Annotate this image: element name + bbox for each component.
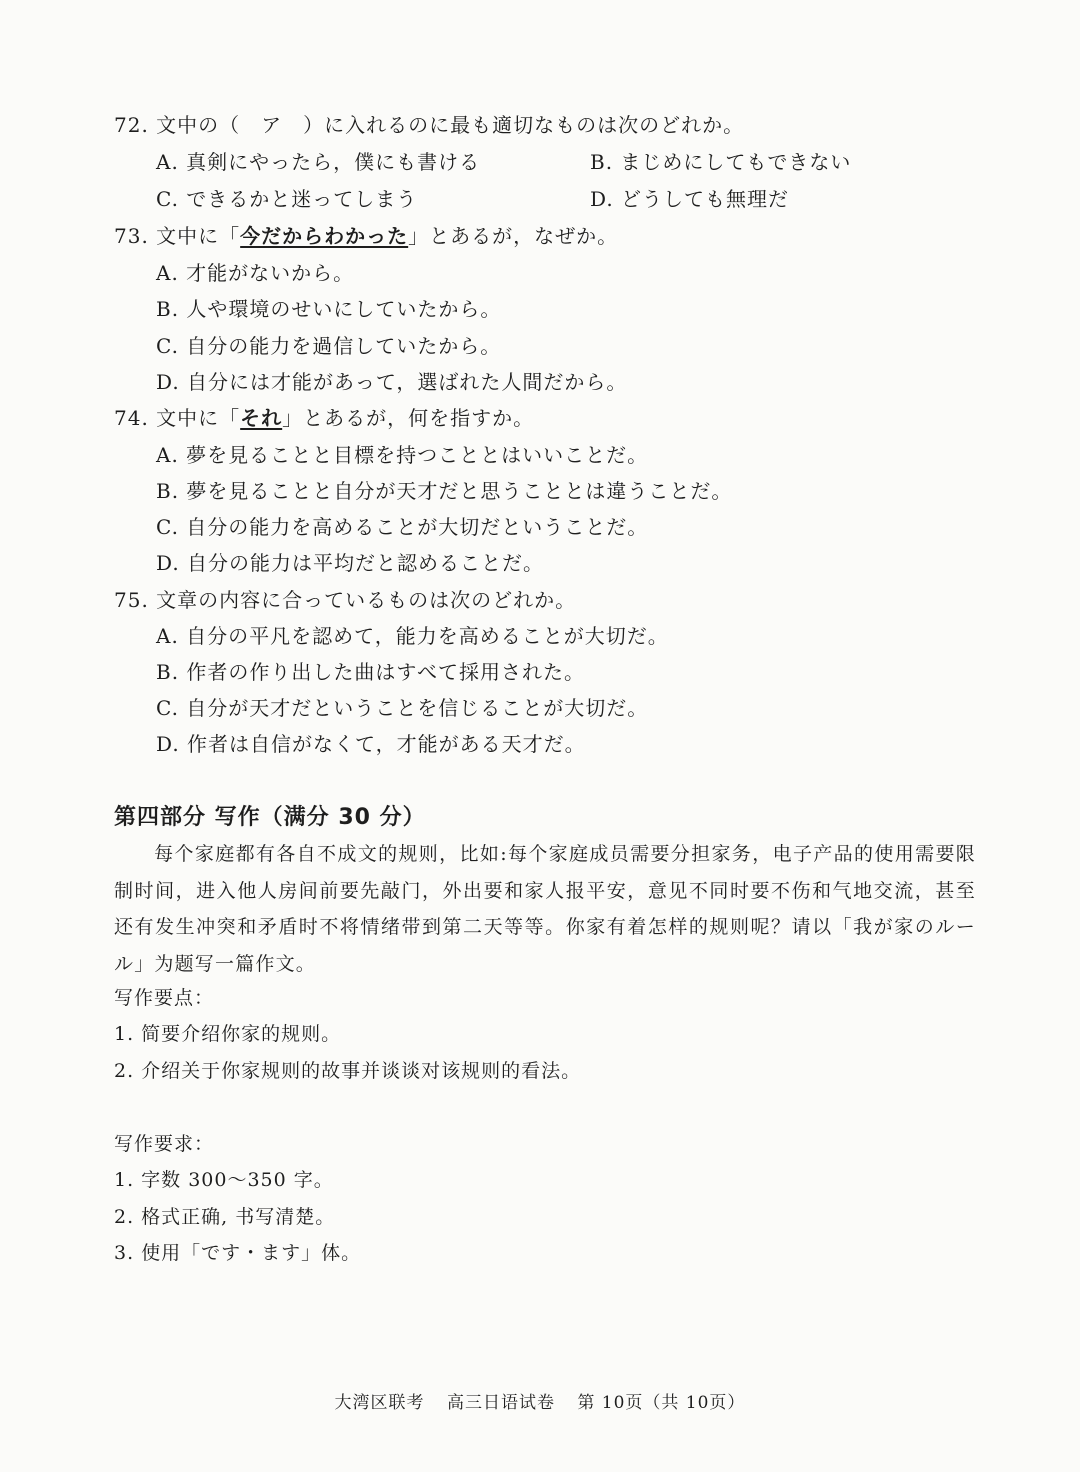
question-text-post: 」とあるが，なぜか。 bbox=[408, 224, 619, 248]
option-73-a: A. 才能がないから。 bbox=[156, 261, 355, 285]
option-72-b: B. まじめにしてもできない bbox=[590, 150, 852, 174]
footer-exam: 大湾区联考 bbox=[334, 1393, 425, 1413]
writing-point-1: 1. 简要介绍你家的规则。 bbox=[114, 1023, 342, 1045]
page-footer bbox=[0, 1388, 1080, 1413]
option-75-d: D. 作者は自信がなくて，才能がある天才だ。 bbox=[156, 732, 586, 756]
option-74-b: B. 夢を見ることと自分が天才だと思うこととは違うことだ。 bbox=[156, 479, 733, 503]
question-text-pre: 文中に「 bbox=[156, 406, 241, 430]
option-74-a: A. 夢を見ることと目標を持つこととはいいことだ。 bbox=[156, 443, 649, 467]
writing-prompt-text: 每个家庭都有各自不成文的规则，比如:每个家庭成员需要分担家务，电子产品的使用需要限制时间，进入他人房间前要先敲门，外出要和家人报平安，意见不同时要不伤和气地交流，甚至还有发生冲突和矛盾时不将情绪带到第二天等等。你家有着怎样的规则呢？请以「我が家のルール」为题写一篇作文。 bbox=[114, 843, 976, 975]
underlined-phrase: 今だからわかった bbox=[240, 224, 409, 248]
option-75-c: C. 自分が天才だということを信じることが大切だ。 bbox=[156, 696, 649, 720]
option-72-d: D. どうしても無理だ bbox=[590, 187, 790, 211]
question-text-pre: 文中に「 bbox=[156, 224, 241, 248]
question-number: 72. bbox=[114, 113, 149, 137]
question-74-stem bbox=[114, 405, 534, 431]
option-75-a: A. 自分の平凡を認めて，能力を高めることが大切だ。 bbox=[156, 624, 669, 648]
underlined-phrase: それ bbox=[240, 406, 283, 430]
option-73-b: B. 人や環境のせいにしていたから。 bbox=[156, 297, 502, 321]
question-75-stem bbox=[114, 587, 576, 613]
question-73-stem bbox=[114, 223, 618, 249]
writing-prompt bbox=[114, 836, 976, 982]
section-heading: 第四部分 写作（满分 30 分） bbox=[114, 805, 426, 830]
writing-requirement-1: 1. 字数 300～350 字。 bbox=[114, 1169, 334, 1191]
writing-requirements-title: 写作要求： bbox=[114, 1133, 215, 1155]
option-75-b: B. 作者の作り出した曲はすべて採用された。 bbox=[156, 660, 586, 684]
option-73-d: D. 自分には才能があって，選ばれた人間だから。 bbox=[156, 370, 628, 394]
question-number: 73. bbox=[114, 224, 149, 248]
footer-page-number: 第 10页（共 10页） bbox=[577, 1393, 746, 1413]
question-72-stem bbox=[114, 112, 744, 138]
writing-point-2: 2. 介绍关于你家规则的故事并谈谈对该规则的看法。 bbox=[114, 1060, 582, 1082]
question-number: 74. bbox=[114, 406, 149, 430]
question-text-post: 」とあるが，何を指すか。 bbox=[282, 406, 535, 430]
footer-subject: 高三日语试卷 bbox=[446, 1393, 555, 1413]
option-74-d: D. 自分の能力は平均だと認めることだ。 bbox=[156, 551, 545, 575]
option-72-c: C. できるかと迷ってしまう bbox=[156, 187, 418, 211]
writing-requirement-2: 2. 格式正确, 书写清楚。 bbox=[114, 1206, 336, 1228]
option-74-c: C. 自分の能力を高めることが大切だということだ。 bbox=[156, 515, 649, 539]
writing-requirement-3: 3. 使用「です・ます」体。 bbox=[114, 1242, 362, 1264]
option-72-a: A. 真剣にやったら，僕にも書ける bbox=[156, 150, 481, 174]
question-text: 文中の（ ア ）に入れるのに最も適切なものは次のどれか。 bbox=[156, 113, 745, 137]
writing-points-title: 写作要点： bbox=[114, 987, 215, 1009]
question-number: 75. bbox=[114, 588, 149, 612]
option-73-c: C. 自分の能力を過信していたから。 bbox=[156, 334, 502, 358]
question-text: 文章の内容に合っているものは次のどれか。 bbox=[156, 588, 577, 612]
